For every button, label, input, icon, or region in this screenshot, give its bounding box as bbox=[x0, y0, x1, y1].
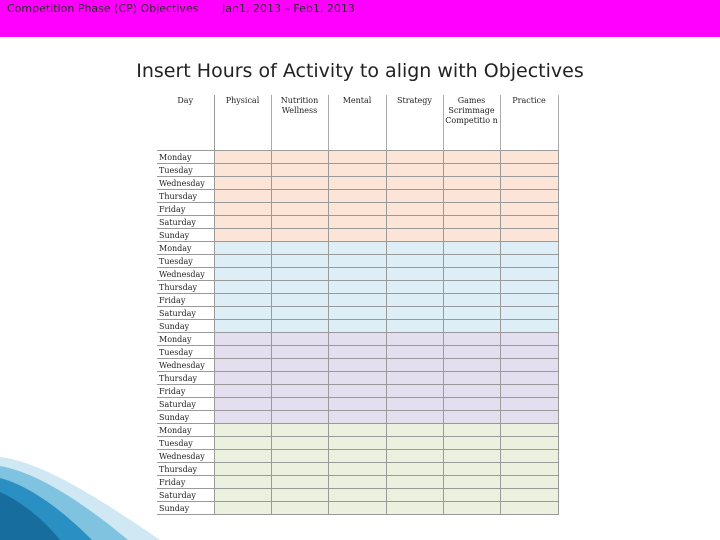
day-cell: Monday bbox=[157, 242, 214, 255]
hours-input-cell[interactable] bbox=[443, 281, 500, 294]
hours-input-cell[interactable] bbox=[328, 424, 386, 437]
hours-input-cell[interactable] bbox=[214, 177, 271, 190]
table-row bbox=[157, 268, 558, 281]
hours-input-cell[interactable] bbox=[500, 385, 558, 398]
hours-input-cell[interactable] bbox=[443, 203, 500, 216]
day-cell: Tuesday bbox=[157, 164, 214, 177]
day-cell: Thursday bbox=[157, 190, 214, 203]
hours-input-cell[interactable] bbox=[271, 151, 328, 164]
hours-input-cell[interactable] bbox=[500, 372, 558, 385]
hours-input-cell[interactable] bbox=[443, 307, 500, 320]
hours-input-cell[interactable] bbox=[214, 320, 271, 333]
hours-input-cell[interactable] bbox=[500, 216, 558, 229]
hours-input-cell[interactable] bbox=[500, 450, 558, 463]
hours-input-cell[interactable] bbox=[328, 164, 386, 177]
hours-input-cell[interactable] bbox=[214, 307, 271, 320]
table-row bbox=[157, 229, 558, 242]
hours-input-cell[interactable] bbox=[386, 255, 443, 268]
day-cell: Wednesday bbox=[157, 177, 214, 190]
hours-input-cell[interactable] bbox=[386, 229, 443, 242]
col-header-strategy: Strategy bbox=[386, 95, 443, 151]
day-cell: Monday bbox=[157, 151, 214, 164]
hours-input-cell[interactable] bbox=[271, 216, 328, 229]
day-cell: Monday bbox=[157, 424, 214, 437]
hours-input-cell[interactable] bbox=[328, 489, 386, 502]
hours-input-cell[interactable] bbox=[328, 411, 386, 424]
hours-input-cell[interactable] bbox=[214, 359, 271, 372]
hours-input-cell[interactable] bbox=[386, 151, 443, 164]
hours-input-cell[interactable] bbox=[328, 307, 386, 320]
hours-input-cell[interactable] bbox=[386, 294, 443, 307]
header-right-text: Jan1, 2013 – Feb1, 2013 bbox=[222, 2, 355, 15]
hours-input-cell[interactable] bbox=[328, 359, 386, 372]
hours-input-cell[interactable] bbox=[500, 255, 558, 268]
hours-input-cell[interactable] bbox=[214, 203, 271, 216]
hours-input-cell[interactable] bbox=[214, 151, 271, 164]
table-row bbox=[157, 242, 558, 255]
hours-input-cell[interactable] bbox=[386, 450, 443, 463]
table-row bbox=[157, 450, 558, 463]
hours-input-cell[interactable] bbox=[214, 424, 271, 437]
table-row bbox=[157, 424, 558, 437]
hours-input-cell[interactable] bbox=[500, 346, 558, 359]
hours-input-cell[interactable] bbox=[500, 268, 558, 281]
day-cell: Saturday bbox=[157, 216, 214, 229]
table-row bbox=[157, 216, 558, 229]
hours-input-cell[interactable] bbox=[214, 502, 271, 515]
table-row bbox=[157, 151, 558, 164]
hours-input-cell[interactable] bbox=[214, 216, 271, 229]
hours-input-cell[interactable] bbox=[271, 385, 328, 398]
hours-input-cell[interactable] bbox=[328, 229, 386, 242]
col-header-practice: Practice bbox=[500, 95, 558, 151]
hours-input-cell[interactable] bbox=[214, 164, 271, 177]
header-row bbox=[157, 95, 558, 151]
hours-input-cell[interactable] bbox=[386, 177, 443, 190]
day-cell: Thursday bbox=[157, 372, 214, 385]
hours-input-cell[interactable] bbox=[386, 203, 443, 216]
hours-input-cell[interactable] bbox=[500, 177, 558, 190]
hours-input-cell[interactable] bbox=[443, 151, 500, 164]
hours-input-cell[interactable] bbox=[443, 489, 500, 502]
hours-input-cell[interactable] bbox=[443, 424, 500, 437]
hours-input-cell[interactable] bbox=[271, 411, 328, 424]
hours-input-cell[interactable] bbox=[328, 437, 386, 450]
table-row bbox=[157, 359, 558, 372]
hours-input-cell[interactable] bbox=[386, 359, 443, 372]
hours-input-cell[interactable] bbox=[500, 164, 558, 177]
col-header-day: Day bbox=[157, 95, 214, 151]
day-cell: Saturday bbox=[157, 398, 214, 411]
day-cell: Sunday bbox=[157, 229, 214, 242]
day-cell: Friday bbox=[157, 476, 214, 489]
hours-input-cell[interactable] bbox=[271, 346, 328, 359]
col-header-games: Games Scrimmage Competitio n bbox=[443, 95, 500, 151]
hours-input-cell[interactable] bbox=[500, 411, 558, 424]
hours-input-cell[interactable] bbox=[386, 398, 443, 411]
hours-input-cell[interactable] bbox=[271, 424, 328, 437]
hours-input-cell[interactable] bbox=[386, 190, 443, 203]
hours-input-cell[interactable] bbox=[328, 320, 386, 333]
table-row bbox=[157, 346, 558, 359]
hours-input-cell[interactable] bbox=[443, 411, 500, 424]
table-row bbox=[157, 385, 558, 398]
hours-input-cell[interactable] bbox=[443, 359, 500, 372]
hours-input-cell[interactable] bbox=[214, 398, 271, 411]
hours-input-cell[interactable] bbox=[328, 190, 386, 203]
day-cell: Friday bbox=[157, 294, 214, 307]
hours-input-cell[interactable] bbox=[271, 203, 328, 216]
hours-input-cell[interactable] bbox=[443, 255, 500, 268]
table-row bbox=[157, 437, 558, 450]
hours-input-cell[interactable] bbox=[443, 463, 500, 476]
hours-input-cell[interactable] bbox=[500, 359, 558, 372]
hours-input-cell[interactable] bbox=[386, 268, 443, 281]
hours-input-cell[interactable] bbox=[386, 476, 443, 489]
hours-input-cell[interactable] bbox=[443, 242, 500, 255]
hours-input-cell[interactable] bbox=[386, 333, 443, 346]
hours-input-cell[interactable] bbox=[271, 281, 328, 294]
day-cell: Friday bbox=[157, 203, 214, 216]
hours-input-cell[interactable] bbox=[443, 476, 500, 489]
hours-input-cell[interactable] bbox=[443, 372, 500, 385]
hours-input-cell[interactable] bbox=[500, 489, 558, 502]
hours-input-cell[interactable] bbox=[386, 502, 443, 515]
hours-input-cell[interactable] bbox=[271, 229, 328, 242]
day-cell: Tuesday bbox=[157, 346, 214, 359]
hours-input-cell[interactable] bbox=[500, 502, 558, 515]
day-cell: Saturday bbox=[157, 489, 214, 502]
hours-input-cell[interactable] bbox=[328, 216, 386, 229]
hours-input-cell[interactable] bbox=[328, 502, 386, 515]
hours-input-cell[interactable] bbox=[386, 489, 443, 502]
day-cell: Sunday bbox=[157, 411, 214, 424]
hours-input-cell[interactable] bbox=[443, 385, 500, 398]
hours-input-cell[interactable] bbox=[386, 411, 443, 424]
table-row bbox=[157, 333, 558, 346]
hours-input-cell[interactable] bbox=[500, 229, 558, 242]
hours-input-cell[interactable] bbox=[214, 190, 271, 203]
hours-input-cell[interactable] bbox=[443, 398, 500, 411]
hours-input-cell[interactable] bbox=[500, 190, 558, 203]
table-row bbox=[157, 411, 558, 424]
table-row bbox=[157, 294, 558, 307]
hours-input-cell[interactable] bbox=[214, 346, 271, 359]
hours-input-cell[interactable] bbox=[443, 229, 500, 242]
hours-input-cell[interactable] bbox=[386, 346, 443, 359]
header-left-text: Competition Phase (CP) Objectives bbox=[7, 2, 199, 15]
hours-input-cell[interactable] bbox=[328, 476, 386, 489]
hours-input-cell[interactable] bbox=[214, 463, 271, 476]
hours-input-cell[interactable] bbox=[328, 255, 386, 268]
table-row bbox=[157, 164, 558, 177]
hours-input-cell[interactable] bbox=[500, 242, 558, 255]
hours-input-cell[interactable] bbox=[214, 385, 271, 398]
hours-input-cell[interactable] bbox=[271, 502, 328, 515]
hours-input-cell[interactable] bbox=[443, 177, 500, 190]
hours-input-cell[interactable] bbox=[328, 281, 386, 294]
hours-input-cell[interactable] bbox=[500, 281, 558, 294]
hours-input-cell[interactable] bbox=[328, 372, 386, 385]
hours-input-cell[interactable] bbox=[328, 333, 386, 346]
hours-input-cell[interactable] bbox=[443, 164, 500, 177]
hours-input-cell[interactable] bbox=[500, 398, 558, 411]
hours-input-cell[interactable] bbox=[386, 372, 443, 385]
hours-input-cell[interactable] bbox=[214, 229, 271, 242]
hours-input-cell[interactable] bbox=[328, 463, 386, 476]
hours-input-cell[interactable] bbox=[271, 463, 328, 476]
table-row bbox=[157, 489, 558, 502]
day-cell: Tuesday bbox=[157, 255, 214, 268]
table-row bbox=[157, 177, 558, 190]
hours-input-cell[interactable] bbox=[214, 281, 271, 294]
table-row bbox=[157, 398, 558, 411]
hours-input-cell[interactable] bbox=[271, 190, 328, 203]
hours-input-cell[interactable] bbox=[386, 242, 443, 255]
hours-input-cell[interactable] bbox=[271, 320, 328, 333]
hours-input-cell[interactable] bbox=[328, 450, 386, 463]
hours-input-cell[interactable] bbox=[271, 177, 328, 190]
hours-input-cell[interactable] bbox=[500, 424, 558, 437]
hours-input-cell[interactable] bbox=[271, 359, 328, 372]
hours-input-cell[interactable] bbox=[271, 489, 328, 502]
col-header-physical: Physical bbox=[214, 95, 271, 151]
col-header-mental: Mental bbox=[328, 95, 386, 151]
table-row bbox=[157, 190, 558, 203]
hours-input-cell[interactable] bbox=[214, 294, 271, 307]
hours-input-cell[interactable] bbox=[271, 242, 328, 255]
day-cell: Thursday bbox=[157, 281, 214, 294]
hours-input-cell[interactable] bbox=[386, 424, 443, 437]
hours-input-cell[interactable] bbox=[386, 216, 443, 229]
hours-input-cell[interactable] bbox=[443, 320, 500, 333]
hours-input-cell[interactable] bbox=[328, 177, 386, 190]
hours-input-cell[interactable] bbox=[386, 463, 443, 476]
hours-input-cell[interactable] bbox=[500, 476, 558, 489]
hours-input-cell[interactable] bbox=[271, 398, 328, 411]
hours-input-cell[interactable] bbox=[386, 307, 443, 320]
hours-input-cell[interactable] bbox=[214, 242, 271, 255]
day-cell: Sunday bbox=[157, 320, 214, 333]
day-cell: Wednesday bbox=[157, 359, 214, 372]
hours-input-cell[interactable] bbox=[214, 437, 271, 450]
hours-input-cell[interactable] bbox=[271, 164, 328, 177]
hours-input-cell[interactable] bbox=[500, 437, 558, 450]
table-row bbox=[157, 320, 558, 333]
table-row bbox=[157, 463, 558, 476]
hours-input-cell[interactable] bbox=[500, 463, 558, 476]
day-cell: Thursday bbox=[157, 463, 214, 476]
hours-input-cell[interactable] bbox=[271, 437, 328, 450]
hours-input-cell[interactable] bbox=[214, 333, 271, 346]
hours-input-cell[interactable] bbox=[271, 307, 328, 320]
hours-input-cell[interactable] bbox=[271, 294, 328, 307]
activity-table bbox=[157, 95, 559, 515]
hours-input-cell[interactable] bbox=[328, 346, 386, 359]
hours-input-cell[interactable] bbox=[500, 203, 558, 216]
hours-input-cell[interactable] bbox=[443, 268, 500, 281]
hours-input-cell[interactable] bbox=[214, 476, 271, 489]
hours-input-cell[interactable] bbox=[500, 320, 558, 333]
day-cell: Wednesday bbox=[157, 268, 214, 281]
table-row bbox=[157, 203, 558, 216]
hours-input-cell[interactable] bbox=[443, 190, 500, 203]
hours-input-cell[interactable] bbox=[328, 385, 386, 398]
table-row bbox=[157, 372, 558, 385]
hours-input-cell[interactable] bbox=[500, 307, 558, 320]
hours-input-cell[interactable] bbox=[386, 164, 443, 177]
hours-input-cell[interactable] bbox=[443, 294, 500, 307]
hours-input-cell[interactable] bbox=[328, 294, 386, 307]
hours-input-cell[interactable] bbox=[214, 450, 271, 463]
hours-input-cell[interactable] bbox=[271, 255, 328, 268]
hours-input-cell[interactable] bbox=[328, 203, 386, 216]
table-row bbox=[157, 307, 558, 320]
decorative-swoosh bbox=[0, 452, 160, 540]
hours-input-cell[interactable] bbox=[271, 450, 328, 463]
hours-input-cell[interactable] bbox=[214, 411, 271, 424]
hours-input-cell[interactable] bbox=[500, 333, 558, 346]
hours-input-cell[interactable] bbox=[328, 151, 386, 164]
hours-input-cell[interactable] bbox=[386, 437, 443, 450]
header-bar bbox=[0, 0, 720, 37]
hours-input-cell[interactable] bbox=[443, 216, 500, 229]
hours-input-cell[interactable] bbox=[443, 502, 500, 515]
hours-input-cell[interactable] bbox=[386, 320, 443, 333]
hours-input-cell[interactable] bbox=[443, 450, 500, 463]
hours-input-cell[interactable] bbox=[443, 346, 500, 359]
hours-input-cell[interactable] bbox=[328, 398, 386, 411]
hours-input-cell[interactable] bbox=[443, 437, 500, 450]
day-cell: Saturday bbox=[157, 307, 214, 320]
day-cell: Friday bbox=[157, 385, 214, 398]
hours-input-cell[interactable] bbox=[214, 489, 271, 502]
hours-input-cell[interactable] bbox=[443, 333, 500, 346]
table-row bbox=[157, 281, 558, 294]
day-cell: Wednesday bbox=[157, 450, 214, 463]
hours-input-cell[interactable] bbox=[214, 268, 271, 281]
hours-input-cell[interactable] bbox=[500, 151, 558, 164]
hours-input-cell[interactable] bbox=[214, 255, 271, 268]
hours-input-cell[interactable] bbox=[271, 268, 328, 281]
hours-input-cell[interactable] bbox=[328, 268, 386, 281]
table-row bbox=[157, 476, 558, 489]
day-cell: Sunday bbox=[157, 502, 214, 515]
table-row bbox=[157, 255, 558, 268]
hours-input-cell[interactable] bbox=[271, 476, 328, 489]
day-cell: Tuesday bbox=[157, 437, 214, 450]
hours-input-cell[interactable] bbox=[500, 294, 558, 307]
col-header-nutrition: Nutrition Wellness bbox=[271, 95, 328, 151]
table-row bbox=[157, 502, 558, 515]
hours-input-cell[interactable] bbox=[386, 385, 443, 398]
hours-input-cell[interactable] bbox=[328, 242, 386, 255]
hours-input-cell[interactable] bbox=[386, 281, 443, 294]
page-title: Insert Hours of Activity to align with Objectives bbox=[136, 60, 584, 82]
day-cell: Monday bbox=[157, 333, 214, 346]
hours-input-cell[interactable] bbox=[214, 372, 271, 385]
hours-input-cell[interactable] bbox=[271, 372, 328, 385]
hours-input-cell[interactable] bbox=[271, 333, 328, 346]
